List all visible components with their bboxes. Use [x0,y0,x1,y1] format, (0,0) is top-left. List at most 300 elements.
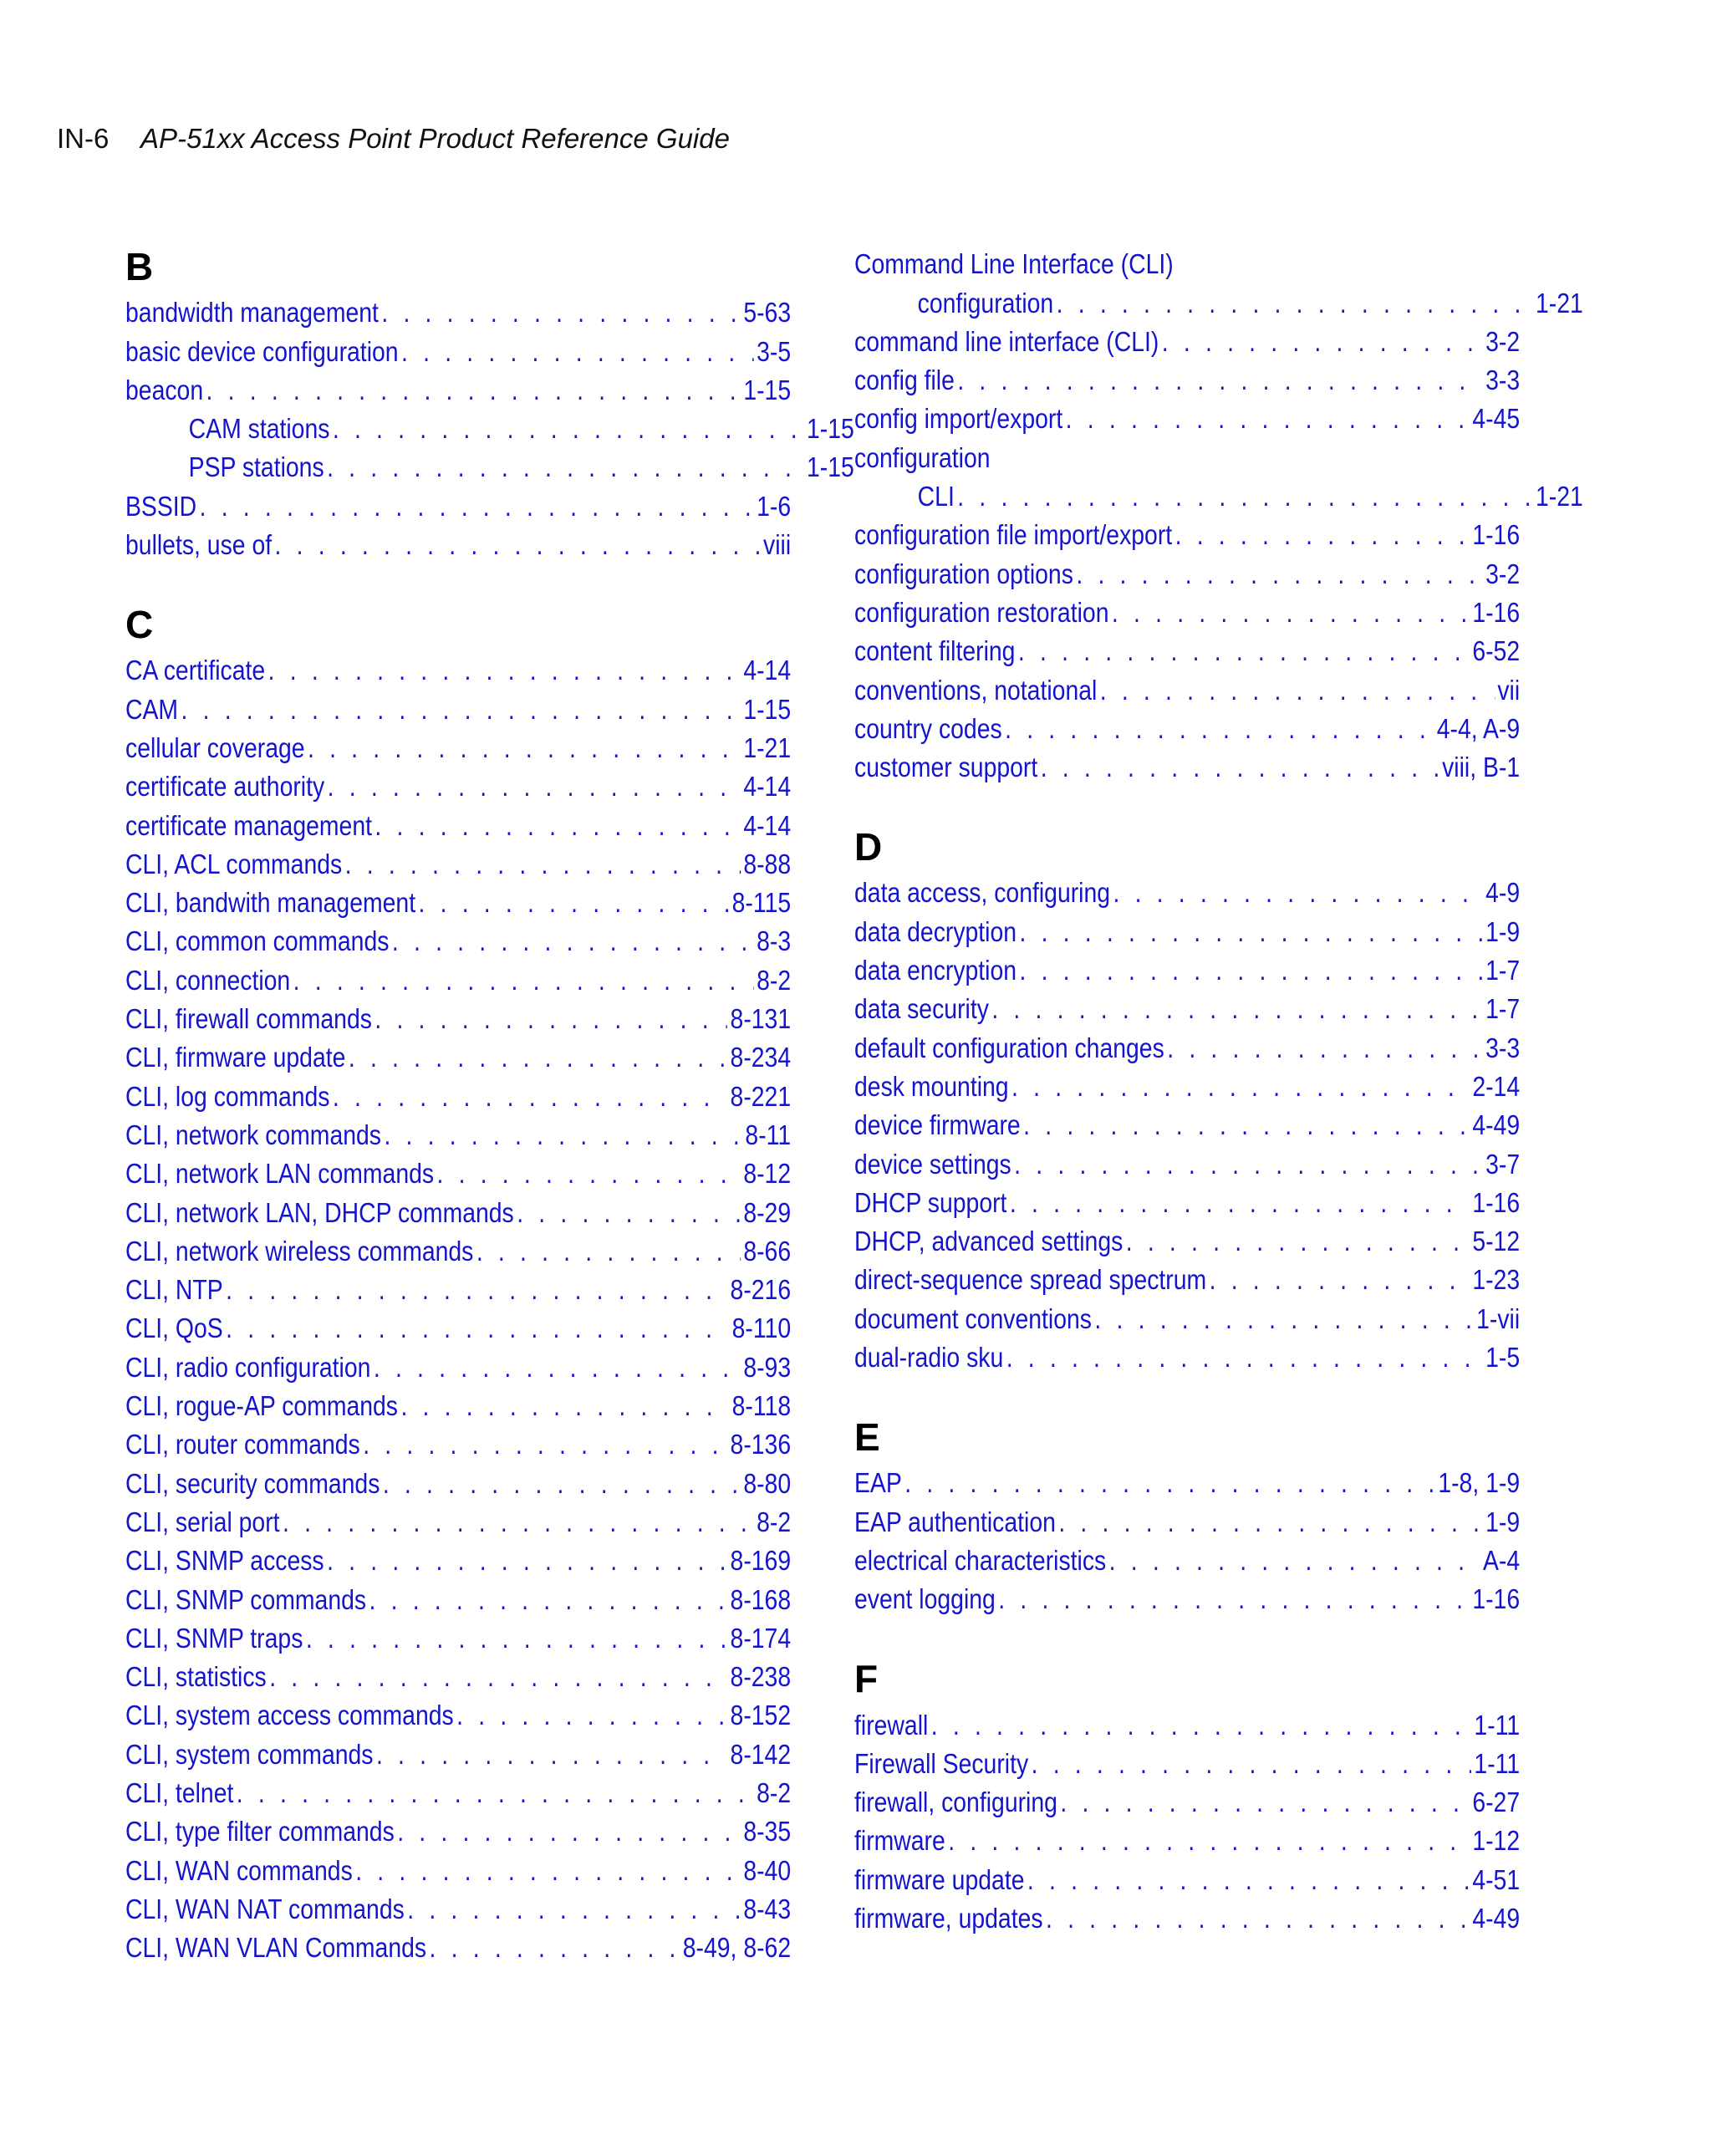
index-term[interactable]: firmware update [854,1863,1025,1895]
index-entry[interactable] [125,1617,791,1655]
index-entry[interactable] [854,320,1520,359]
index-entry[interactable] [854,949,1520,987]
index-entry[interactable] [854,1220,1520,1258]
page-reference[interactable]: 8-12 [743,1158,792,1190]
page-reference[interactable]: 1-7 [1485,955,1521,986]
index-term[interactable]: CLI, network commands [125,1119,381,1150]
index-entry[interactable] [125,958,791,996]
dot-leader [1020,915,1483,949]
dot-leader [306,1622,727,1655]
index-entry[interactable] [125,1114,791,1152]
page-reference[interactable]: 3-5 [757,335,792,367]
index-term[interactable]: electrical characteristics [854,1544,1107,1576]
page-reference[interactable]: 8-115 [731,887,792,919]
index-term[interactable]: direct-sequence spread spectrum [854,1264,1207,1296]
index-entry[interactable] [125,843,791,881]
dot-leader [904,1466,1435,1500]
dot-leader [998,1583,1470,1616]
page-reference[interactable]: 8-142 [730,1738,792,1770]
index-term[interactable]: configuration [854,441,991,473]
index-entry[interactable] [125,1732,791,1771]
page-reference[interactable]: viii [763,529,792,561]
index-entry[interactable] [125,369,791,407]
index-term[interactable]: DHCP support [854,1186,1007,1218]
index-section [854,242,1583,784]
page-reference[interactable]: 8-80 [743,1467,792,1499]
page-reference[interactable]: 8-110 [731,1312,792,1344]
dot-leader [226,1312,729,1345]
index-term[interactable]: Command Line Interface (CLI) [854,248,1174,280]
page-reference[interactable]: 1-16 [1472,1583,1521,1615]
dot-leader [369,1583,728,1617]
index-term[interactable]: configuration file import/export [854,519,1173,551]
dot-leader [948,1824,1470,1858]
index-entry[interactable] [125,523,791,562]
dot-leader [430,1931,680,1965]
page-reference[interactable]: 4-14 [743,809,792,841]
page-reference[interactable]: 8-2 [757,1776,792,1808]
index-entry[interactable] [854,987,1520,1026]
index-entry[interactable] [854,1703,1520,1741]
index-entry[interactable] [125,1384,791,1423]
page-reference[interactable]: 4-4, A-9 [1436,712,1521,744]
page-reference[interactable]: 4-9 [1485,877,1521,909]
dot-leader [1175,518,1470,552]
index-term[interactable]: CLI, statistics [125,1661,267,1693]
index-term[interactable]: DHCP, advanced settings [854,1226,1124,1257]
index-entry[interactable] [125,687,791,726]
index-term[interactable]: CLI [917,481,955,512]
index-entry[interactable] [125,920,791,958]
index-term[interactable]: CLI, ACL commands [125,848,343,879]
page-reference[interactable]: 8-174 [730,1622,792,1654]
page-reference[interactable]: 3-3 [1485,364,1521,396]
page-reference[interactable]: 1-vii [1476,1302,1521,1334]
page-reference[interactable]: 8-216 [730,1274,792,1306]
index-entry[interactable] [125,1307,791,1345]
index-term[interactable]: configuration [917,287,1054,319]
index-term[interactable]: CLI, NTP [125,1274,223,1306]
page-reference[interactable]: 6-52 [1472,635,1521,667]
index-term[interactable]: CLI, network LAN commands [125,1158,435,1190]
index-entry[interactable] [125,484,791,522]
dot-leader [383,1467,741,1501]
page-reference[interactable]: 8-29 [743,1196,792,1228]
dot-leader [308,731,741,765]
index-entry[interactable] [125,291,791,329]
page-reference[interactable]: 8-3 [757,925,792,957]
index-entry[interactable] [125,1268,791,1307]
dot-leader [1041,751,1439,784]
page-reference[interactable]: 4-14 [743,771,792,803]
index-entry[interactable] [854,871,1520,910]
dot-leader [991,992,1482,1026]
page-reference[interactable]: 1-7 [1485,993,1521,1025]
index-term[interactable]: BSSID [125,490,197,522]
index-term[interactable]: CLI, bandwith management [125,887,416,919]
index-entry[interactable] [125,1848,791,1887]
page-reference[interactable]: 1-5 [1485,1342,1521,1374]
index-entry[interactable] [854,1742,1520,1781]
index-section [854,1654,1520,1935]
page-reference[interactable]: 4-45 [1472,403,1521,435]
dot-leader [349,1041,727,1074]
index-term[interactable]: configuration options [854,558,1073,589]
index-section [854,1413,1520,1616]
page-reference[interactable]: 8-66 [743,1235,792,1267]
page-reference[interactable]: 1-11 [1474,1747,1521,1779]
page-reference[interactable]: 1-9 [1485,1506,1521,1537]
index-term[interactable]: firewall [854,1709,929,1741]
index-term[interactable]: CLI, security commands [125,1467,380,1499]
index-term[interactable]: data encryption [854,955,1017,986]
index-term[interactable]: data access, configuring [854,877,1111,909]
dot-leader [1010,1186,1470,1220]
dot-leader [384,1119,742,1152]
page-reference[interactable]: 8-2 [757,1506,792,1537]
index-entry[interactable] [125,1888,791,1926]
dot-leader [1076,558,1482,591]
page-reference[interactable]: 8-168 [730,1583,792,1615]
page-reference[interactable]: vii [1497,674,1521,706]
index-term[interactable]: CLI, firewall commands [125,1003,372,1035]
index-term[interactable]: conventions, notational [854,674,1098,706]
index-entry[interactable] [854,1258,1520,1297]
dot-leader [1112,596,1470,629]
index-entry[interactable] [854,1026,1520,1064]
index-entry[interactable] [854,513,1520,552]
index-term[interactable]: beacon [125,374,204,405]
index-term[interactable]: CLI, telnet [125,1776,234,1808]
index-entry[interactable] [125,1501,791,1539]
index-entry[interactable] [125,1036,791,1074]
page-reference[interactable]: 5-12 [1472,1226,1521,1257]
index-term[interactable]: CLI, log commands [125,1080,330,1112]
dot-leader [1032,1747,1471,1781]
index-entry[interactable] [854,629,1520,668]
page-reference[interactable]: 1-16 [1472,596,1521,628]
index-entry[interactable] [854,746,1520,784]
page-reference[interactable]: 4-49 [1472,1902,1521,1934]
index-term[interactable]: desk mounting [854,1070,1009,1102]
index-term[interactable]: CLI, radio configuration [125,1351,371,1383]
index-entry[interactable] [125,1345,791,1384]
index-term[interactable]: CLI, system commands [125,1738,374,1770]
page-reference[interactable]: 8-43 [743,1893,792,1924]
dot-leader [206,374,741,407]
index-entry[interactable] [125,1152,791,1190]
index-column-left [125,242,854,1965]
dot-leader [1162,325,1483,359]
index-term[interactable]: CAM stations [188,413,330,445]
page-reference[interactable]: 1-9 [1485,915,1521,947]
dot-leader [345,848,741,881]
index-term[interactable]: CLI, firmware update [125,1042,346,1073]
index-entry[interactable] [854,1336,1520,1374]
dot-leader [401,335,754,369]
index-term[interactable]: content filtering [854,635,1016,667]
dot-leader [381,296,741,329]
index-entry[interactable] [854,1297,1520,1335]
page-reference[interactable]: 1-12 [1472,1825,1521,1857]
dot-leader [400,1389,729,1423]
dot-leader [268,654,741,687]
index-term[interactable]: Firewall Security [854,1747,1029,1779]
index-entry[interactable] [125,803,791,842]
page-reference[interactable]: 4-14 [743,655,792,686]
dot-leader [931,1709,1471,1742]
page-reference[interactable]: 8-35 [743,1816,792,1848]
section-letter: E [854,1415,880,1460]
dot-leader [376,1738,727,1771]
index-term[interactable]: default configuration changes [854,1032,1164,1063]
index-term[interactable]: device settings [854,1148,1011,1180]
index-entry[interactable] [854,475,1583,513]
index-entry[interactable] [125,1230,791,1268]
page-reference[interactable]: 8-238 [730,1661,792,1693]
index-section [854,823,1520,1374]
index-entry[interactable] [125,1074,791,1113]
dot-leader [374,809,740,843]
document-title: AP-51xx Access Point Product Reference Guide [140,123,730,154]
index-term[interactable]: EAP authentication [854,1506,1056,1537]
dot-leader [1066,402,1470,436]
index-entry[interactable] [125,1694,791,1732]
dot-leader [1167,1032,1482,1065]
page-reference[interactable]: 1-8, 1-9 [1438,1467,1521,1499]
page-reference[interactable]: 1-15 [743,693,792,725]
dot-leader [283,1506,754,1539]
page-reference[interactable]: 8-118 [731,1390,792,1422]
dot-leader [226,1273,727,1307]
page-reference[interactable]: 1-23 [1472,1264,1521,1296]
dot-leader [1006,1341,1483,1374]
dot-leader [1005,712,1434,746]
index-term[interactable]: CLI, SNMP access [125,1545,324,1577]
dot-leader [407,1893,741,1926]
page-reference[interactable]: 8-152 [730,1700,792,1731]
dot-leader [1126,1225,1470,1258]
index-entry[interactable] [854,1461,1520,1500]
index-term[interactable]: certificate management [125,809,372,841]
page-reference[interactable]: 3-2 [1485,558,1521,589]
index-entry[interactable] [125,997,791,1036]
index-entry[interactable] [854,707,1520,746]
page-reference[interactable]: 8-2 [757,964,792,996]
dot-leader [517,1196,741,1230]
page-reference[interactable]: A-4 [1482,1544,1521,1576]
dot-leader [200,490,754,523]
section-letter: F [854,1657,879,1701]
index-entry[interactable] [854,1181,1520,1220]
dot-leader [1058,1506,1482,1539]
index-entry[interactable] [854,910,1520,948]
index-term[interactable]: CLI, connection [125,964,291,996]
index-entry[interactable] [854,668,1520,706]
page-reference[interactable]: 1-15 [743,374,792,405]
dot-leader [957,480,1532,513]
page-reference[interactable]: 4-51 [1472,1863,1521,1895]
page-reference[interactable]: 3-7 [1485,1148,1521,1180]
index-term[interactable]: configuration restoration [854,596,1109,628]
index-entry[interactable] [125,1926,791,1965]
dot-leader [1020,954,1483,987]
index-entry[interactable] [125,1461,791,1500]
index-entry[interactable] [854,1819,1520,1858]
dot-leader [1109,1544,1480,1577]
index-term[interactable]: CLI, network LAN, DHCP commands [125,1196,514,1228]
dot-leader [419,886,730,920]
index-entry[interactable] [854,1897,1520,1935]
index-entry[interactable] [854,1103,1520,1142]
index-term[interactable]: cellular coverage [125,731,305,763]
index-entry[interactable] [854,1858,1520,1896]
dot-leader [1018,635,1470,668]
index-entry[interactable] [854,1577,1520,1616]
page-reference[interactable]: 2-14 [1472,1070,1521,1102]
index-term[interactable]: device firmware [854,1109,1021,1141]
index-term[interactable]: CLI, serial port [125,1506,280,1537]
page-reference[interactable]: 1-15 [806,413,854,445]
section-letter: C [125,603,154,647]
index-term[interactable]: bandwidth management [125,297,379,329]
index-entry[interactable] [125,1539,791,1577]
index-entry[interactable] [854,281,1583,319]
index-term[interactable]: firmware, updates [854,1902,1043,1934]
dot-leader [374,1351,741,1384]
index-term[interactable]: CLI, system access commands [125,1700,454,1731]
page-reference[interactable]: 1-16 [1472,519,1521,551]
index-term[interactable]: document conventions [854,1302,1092,1334]
index-entry[interactable] [125,1190,791,1229]
dot-leader [363,1428,727,1461]
index-term[interactable]: data decryption [854,915,1017,947]
index-term[interactable]: basic device configuration [125,335,399,367]
index-entry[interactable] [125,1810,791,1848]
index-term[interactable]: event logging [854,1583,996,1615]
index-entry[interactable] [125,1771,791,1810]
index-entry[interactable] [125,1423,791,1461]
index-term[interactable]: CLI, WAN NAT commands [125,1893,405,1924]
index-entry[interactable] [854,1065,1520,1103]
page-reference[interactable]: 8-49, 8-62 [682,1932,792,1964]
page-reference[interactable]: 1-21 [1535,287,1583,319]
page-reference[interactable]: 8-40 [743,1854,792,1886]
index-term[interactable]: config file [854,364,955,396]
page-reference[interactable]: 4-49 [1472,1109,1521,1141]
page-reference[interactable]: 1-11 [1474,1709,1521,1741]
index-term[interactable]: CLI, common commands [125,925,390,957]
page-reference[interactable]: 8-221 [730,1080,792,1112]
dot-leader [1094,1302,1473,1336]
index-entry[interactable] [854,359,1520,397]
dot-leader [437,1157,741,1190]
dot-leader [1027,1863,1470,1897]
index-term[interactable]: CLI, rogue-AP commands [125,1390,399,1422]
page-reference[interactable]: 8-131 [730,1003,792,1035]
index-entry[interactable] [854,1539,1520,1577]
index-entry[interactable] [125,1655,791,1694]
page-reference[interactable]: 8-88 [743,848,792,879]
page-reference[interactable]: 3-3 [1485,1032,1521,1063]
index-term[interactable]: PSP stations [188,451,324,483]
index-term[interactable]: certificate authority [125,771,325,803]
index-entry[interactable] [125,765,791,803]
index-entry[interactable] [854,1142,1520,1180]
index-term[interactable]: config import/export [854,403,1063,435]
page-reference[interactable]: 1-6 [757,490,792,522]
dot-leader [328,770,741,803]
index-entry[interactable] [125,649,791,687]
page-reference[interactable]: 8-93 [743,1351,792,1383]
page-reference[interactable]: viii, B-1 [1442,752,1521,783]
index-entry[interactable] [125,1577,791,1616]
page-reference[interactable]: 5-63 [743,297,792,329]
page-reference[interactable]: 3-2 [1485,325,1521,357]
index-term[interactable]: firmware [854,1825,945,1857]
page-reference[interactable]: 1-21 [1535,481,1583,512]
page-reference[interactable]: 1-21 [743,731,792,763]
page-number: IN-6 [57,123,110,154]
page-reference[interactable]: 6-27 [1472,1786,1521,1818]
index-entry[interactable] [854,591,1520,629]
index-term[interactable]: country codes [854,712,1002,744]
index-entry[interactable] [125,881,791,920]
index-term[interactable]: CLI, QoS [125,1312,223,1344]
index-term[interactable]: firewall, configuring [854,1786,1057,1818]
index-term[interactable]: customer support [854,752,1038,783]
index-entry[interactable] [854,242,1520,281]
dot-leader [327,1544,727,1577]
index-entry[interactable] [854,552,1520,590]
index-term[interactable]: CLI, WAN VLAN Commands [125,1932,427,1964]
index-term[interactable]: CLI, network wireless commands [125,1235,474,1267]
index-entry[interactable] [125,329,791,368]
page-reference[interactable]: 8-234 [730,1042,792,1073]
page-reference[interactable]: 8-136 [730,1429,792,1460]
index-entry[interactable] [125,446,854,484]
index-entry[interactable] [854,397,1520,436]
page-reference[interactable]: 1-15 [806,451,854,483]
page-reference[interactable]: 1-16 [1472,1186,1521,1218]
index-term[interactable]: CAM [125,693,179,725]
section-letter: D [854,825,883,869]
index-entry[interactable] [854,1781,1520,1819]
page-reference[interactable]: 8-169 [730,1545,792,1577]
index-term[interactable]: CLI, SNMP traps [125,1622,303,1654]
index-entry[interactable] [125,407,854,446]
page-reference[interactable]: 8-11 [745,1119,792,1150]
index-entry[interactable] [854,436,1520,474]
dot-leader [269,1660,727,1694]
index-term[interactable]: CLI, router commands [125,1429,360,1460]
index-term[interactable]: CLI, type filter commands [125,1816,395,1848]
dot-leader [476,1235,741,1268]
index-entry[interactable] [125,726,791,765]
index-term[interactable]: data security [854,993,989,1025]
index-term[interactable]: CLI, SNMP commands [125,1583,367,1615]
index-entry[interactable] [854,1500,1520,1538]
index-term[interactable]: EAP [854,1467,902,1499]
index-term[interactable]: dual-radio sku [854,1342,1004,1374]
dot-leader [327,451,803,484]
index-term[interactable]: CA certificate [125,655,266,686]
dot-leader [374,1002,727,1036]
index-term[interactable]: command line interface (CLI) [854,325,1159,357]
index-term[interactable]: bullets, use of [125,529,273,561]
dot-leader [1113,876,1483,910]
index-term[interactable]: CLI, WAN commands [125,1854,353,1886]
